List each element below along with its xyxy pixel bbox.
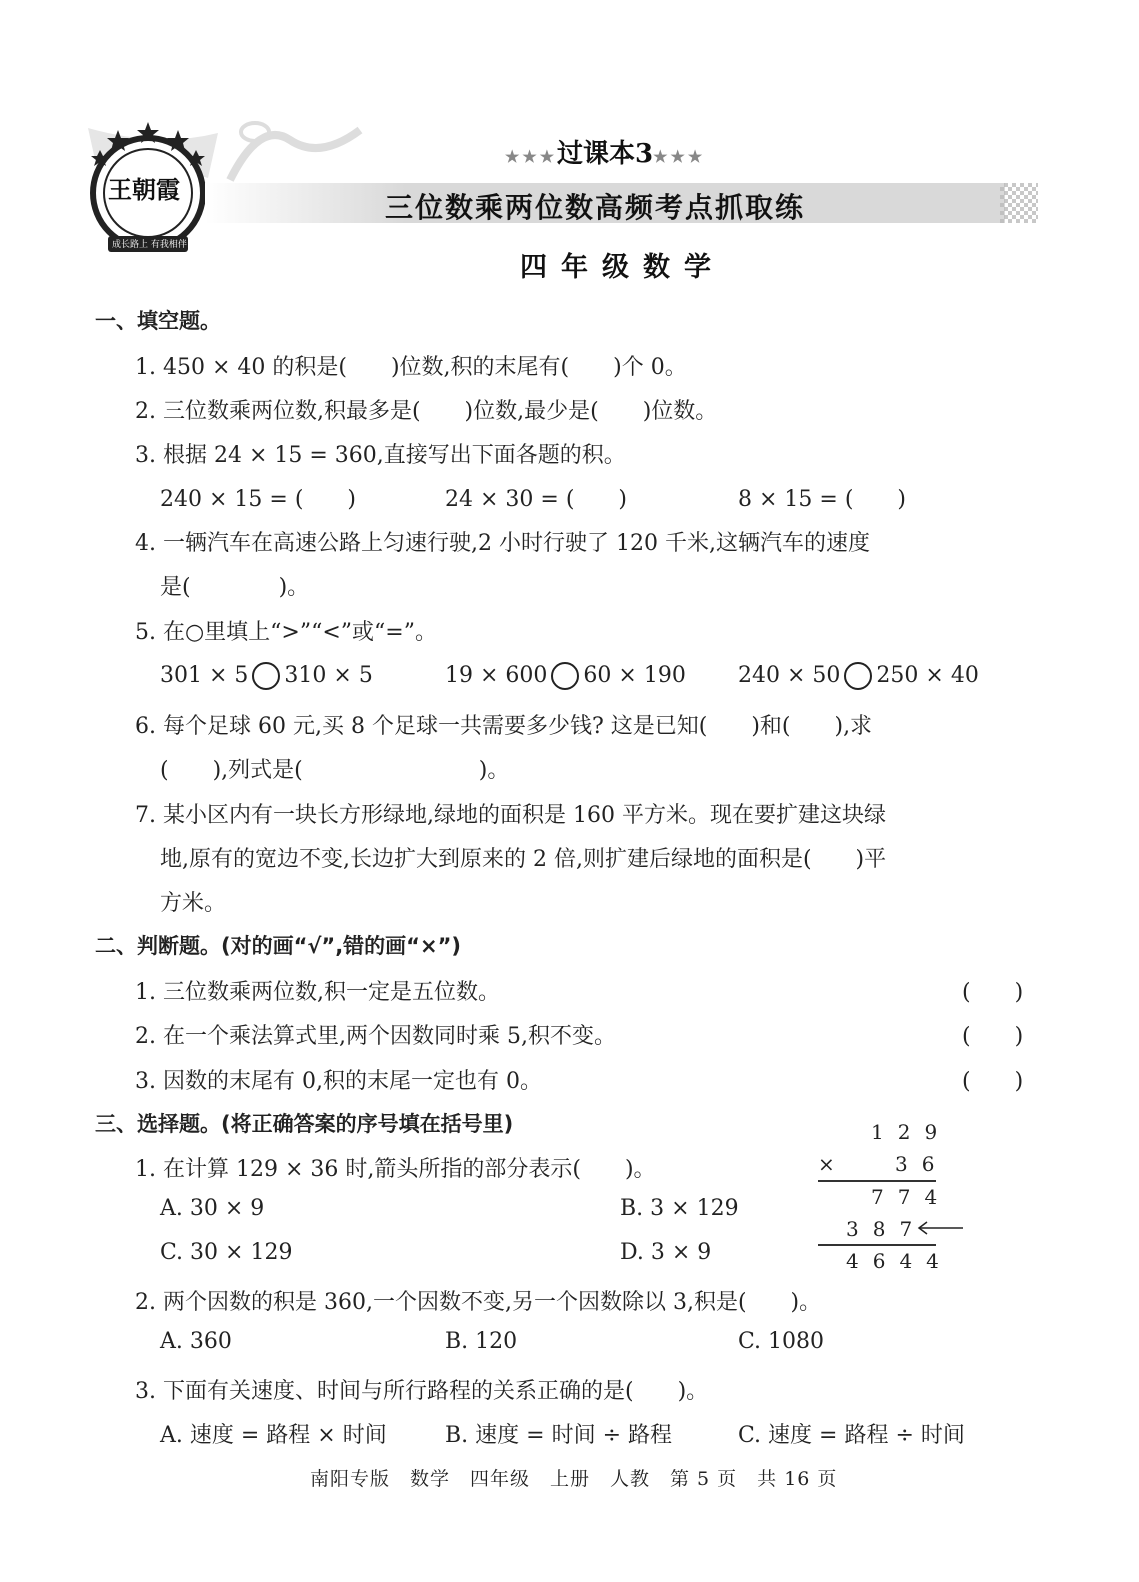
s2-q1: 1. 三位数乘两位数,积一定是五位数。 <box>135 980 500 1005</box>
s2-q3-bracket[interactable]: ( ) <box>962 1069 1024 1094</box>
calc-row3: 774 <box>871 1185 952 1209</box>
s3-q3-a: A. 速度 = 路程 × 时间 <box>160 1423 387 1448</box>
s3-q2: 2. 两个因数的积是 360,一个因数不变,另一个因数除以 3,积是( )。 <box>135 1290 822 1315</box>
arrow-left-icon <box>915 1220 965 1236</box>
s1-q7-line3: 方米。 <box>160 891 227 916</box>
q5-b-right: 60 × 190 <box>583 663 686 688</box>
star-icon: ★★★ <box>505 147 558 166</box>
s2-q3: 3. 因数的末尾有 0,积的末尾一定也有 0。 <box>135 1069 542 1094</box>
compare-circle-icon[interactable] <box>551 662 579 690</box>
calc-row4: 387 <box>846 1217 927 1241</box>
star-icon: ★★★ <box>653 147 706 166</box>
s1-q6-line2: ( ),列式是( )。 <box>160 758 510 783</box>
s1-q3-a: 240 × 15 = ( ) <box>160 487 356 512</box>
s3-q3: 3. 下面有关速度、时间与所行路程的关系正确的是( )。 <box>135 1379 709 1404</box>
s3-q1: 1. 在计算 129 × 36 时,箭头所指的部分表示( )。 <box>135 1157 656 1182</box>
s1-q5-c <box>738 662 979 690</box>
checker-decoration <box>1000 183 1038 223</box>
page-footer: 南阳专版 数学 四年级 上册 人教 第 5 页 共 16 页 <box>310 1468 838 1490</box>
s3-q1-c: C. 30 × 129 <box>160 1240 293 1265</box>
logo-name: 王朝霞 <box>108 175 180 204</box>
s1-q2: 2. 三位数乘两位数,积最多是( )位数,最少是( )位数。 <box>135 399 718 424</box>
compare-circle-icon[interactable] <box>252 662 280 690</box>
section2-heading: 二、判断题。(对的画“√”,错的画“×”) <box>95 934 461 958</box>
s2-q1-bracket[interactable]: ( ) <box>962 980 1024 1005</box>
q5-a-left: 301 × 5 <box>160 663 249 688</box>
s3-q3-b: B. 速度 = 时间 ÷ 路程 <box>445 1423 672 1448</box>
s3-q1-b: B. 3 × 129 <box>620 1196 739 1221</box>
compare-circle-icon[interactable] <box>844 662 872 690</box>
calc-sign: × <box>818 1152 849 1176</box>
s1-q4-line2: 是( )。 <box>160 575 310 600</box>
q5-a-right: 310 × 5 <box>284 663 373 688</box>
calc-row5: 4644 <box>846 1249 953 1273</box>
s1-q4-line1: 4. 一辆汽车在高速公路上匀速行驶,2 小时行驶了 120 千米,这辆汽车的速度 <box>135 531 870 556</box>
sub-title: 四年级数学 <box>520 252 725 283</box>
calc-row1: 129 <box>871 1120 952 1144</box>
s3-q2-a: A. 360 <box>160 1329 232 1354</box>
s3-q2-b: B. 120 <box>445 1329 518 1354</box>
s1-q3-c: 8 × 15 = ( ) <box>738 487 906 512</box>
s3-q3-c: C. 速度 = 路程 ÷ 时间 <box>738 1423 965 1448</box>
s1-q7-line2: 地,原有的宽边不变,长边扩大到原来的 2 倍,则扩建后绿地的面积是( )平 <box>160 847 887 872</box>
s1-q3-b: 24 × 30 = ( ) <box>445 487 627 512</box>
calc-line <box>818 1244 936 1246</box>
s2-q2: 2. 在一个乘法算式里,两个因数同时乘 5,积不变。 <box>135 1024 616 1049</box>
main-title: 三位数乘两位数高频考点抓取练 <box>385 191 806 224</box>
ribbon-decoration-icon <box>210 110 370 190</box>
section1-heading: 一、填空题。 <box>95 309 221 333</box>
s1-q5-a <box>160 662 373 690</box>
top-title: ★★★过课本3★★★ <box>505 139 706 169</box>
s3-q1-a: A. 30 × 9 <box>160 1196 265 1221</box>
q5-b-left: 19 × 600 <box>445 663 548 688</box>
s1-q5: 5. 在○里填上“>”“<”或“=”。 <box>135 620 437 645</box>
s1-q7-line1: 7. 某小区内有一块长方形绿地,绿地的面积是 160 平方米。现在要扩建这块绿 <box>135 803 886 828</box>
calc-line <box>818 1180 936 1182</box>
s3-q1-d: D. 3 × 9 <box>620 1240 712 1265</box>
s1-q5-b <box>445 662 686 690</box>
s2-q2-bracket[interactable]: ( ) <box>962 1024 1024 1049</box>
s1-q3: 3. 根据 24 × 15 = 360,直接写出下面各题的积。 <box>135 443 626 468</box>
section3-heading: 三、选择题。(将正确答案的序号填在括号里) <box>95 1112 514 1136</box>
calc-row2: 36 <box>895 1152 949 1176</box>
q5-c-right: 250 × 40 <box>876 663 979 688</box>
s1-q6-line1: 6. 每个足球 60 元,买 8 个足球一共需要多少钱? 这是已知( )和( ),求 <box>135 714 873 739</box>
s3-q2-c: C. 1080 <box>738 1329 825 1354</box>
logo-motto: 成长路上 有我相伴 <box>112 240 187 250</box>
q5-c-left: 240 × 50 <box>738 663 841 688</box>
s1-q1: 1. 450 × 40 的积是( )位数,积的末尾有( )个 0。 <box>135 355 687 380</box>
